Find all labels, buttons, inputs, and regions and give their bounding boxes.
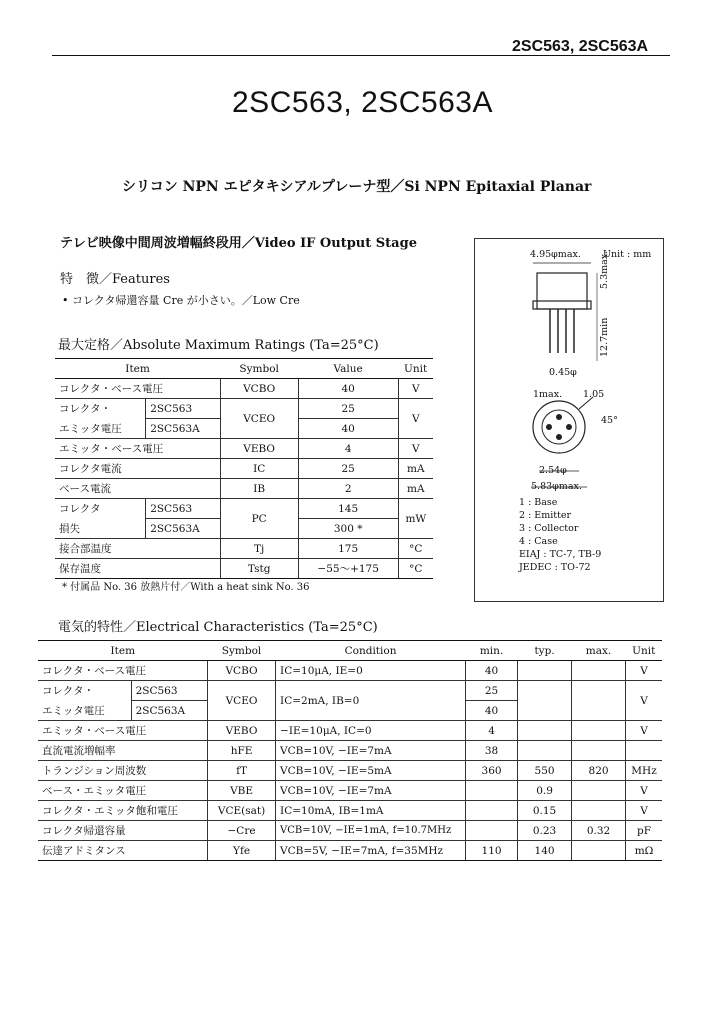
elec-table: Item Symbol Condition min. typ. max. Unit コレクタ・ベース電圧 VCBO IC=10μA, IE=0 40 V コレクタ・ 2SC563 VCEO IC=2mA, IB=0 25 V エミッタ電圧 2SC563A 40 エミッタ・ベース電圧 VEBO −IE=10μA, IC=0 4 V 直流電流増幅率 hFE VCB=10V, −IE=7mA 38 トランジション周波数 fT VCB=10V, −IE=5mA 360 550 820 MHz ベース・エミッタ電圧 VBE VCB=10V, −IE=7mA 0.9 V コレクタ・エミッタ飽和電圧 VCE(sat) IC=10mA, IB=1mA 0.15 V コレクタ帰還容量 −Cre VCB=10V, −IE=1mA, f=10.7MHz 0.23 0.32 pF 伝達アドミタンス Yfe VCB=5V, −IE=7mA, f=35MHz 110 140 mΩ [38, 640, 662, 861]
features-heading: 特 徴／Features [60, 272, 170, 287]
application: テレビ映像中間周波増幅終段用／Video IF Output Stage [60, 236, 417, 251]
table-row: コレクタ・エミッタ飽和電圧 VCE(sat) IC=10mA, IB=1mA 0.15 V [38, 801, 662, 821]
table-row: 伝達アドミタンス Yfe VCB=5V, −IE=7mA, f=35MHz 110 140 mΩ [38, 841, 662, 861]
dim-lead-length: 12.7min [599, 317, 610, 357]
table-row: 直流電流増幅率 hFE VCB=10V, −IE=7mA 38 [38, 741, 662, 761]
table-row: コレクタ・ 2SC563 VCEO 25 V [55, 399, 433, 419]
abs-max-heading: 最大定格／Absolute Maximum Ratings (Ta=25°C) [58, 338, 379, 353]
eiaj: EIAJ : TC-7, TB-9 [519, 549, 602, 560]
dim-1max: 1max. [533, 389, 563, 400]
dim-lead-diameter: 0.45φ [549, 367, 577, 378]
package-outline-svg [475, 239, 663, 601]
col-unit: Unit [398, 359, 433, 379]
table-row: コレクタ・ 2SC563 VCEO IC=2mA, IB=0 25 V [38, 681, 662, 701]
col-symbol: Symbol [220, 359, 298, 379]
table-row: エミッタ電圧 2SC563A 40 [38, 701, 662, 721]
dim-45deg: 45° [601, 415, 618, 426]
table-row: 接合部温度 Tj 175 °C [55, 539, 433, 559]
table-row: コレクタ電流 IC 25 mA [55, 459, 433, 479]
table-row: コレクタ 2SC563 PC 145 mW [55, 499, 433, 519]
dim-254: 2.54φ [539, 465, 567, 476]
page-title: 2SC563, 2SC563A [232, 86, 494, 119]
pin-2: 2 : Emitter [519, 510, 572, 521]
header-part-code: 2SC563, 2SC563A [512, 38, 649, 55]
table-row: コレクタ・ベース電圧 VCBO 40 V [55, 379, 433, 399]
table-row: ベース・エミッタ電圧 VBE VCB=10V, −IE=7mA 0.9 V [38, 781, 662, 801]
jedec: JEDEC : TO-72 [519, 562, 591, 573]
pin-1: 1 : Base [519, 497, 558, 508]
dim-height: 5.3max. [599, 250, 610, 289]
dim-583: 5.83φmax. [531, 481, 582, 492]
table-row: エミッタ・ベース電圧 VEBO −IE=10μA, IC=0 4 V [38, 721, 662, 741]
package-drawing [474, 238, 664, 602]
table-row: コレクタ帰還容量 −Cre VCB=10V, −IE=1mA, f=10.7MHz 0.23 0.32 pF [38, 821, 662, 841]
abs-max-table [55, 358, 433, 579]
col-item: Item [55, 359, 220, 379]
elec-heading: 電気的特性／Electrical Characteristics (Ta=25°C) [58, 620, 378, 635]
table-row: 損失 2SC563A 300 * [55, 519, 433, 539]
pin-4: 4 : Case [519, 536, 558, 547]
table-row: コレクタ・ベース電圧 VCBO IC=10μA, IE=0 40 V [38, 661, 662, 681]
subtitle: シリコン NPN エピタキシアルプレーナ型／Si NPN Epitaxial Planar [122, 179, 592, 195]
dim-diameter: 4.95φmax. [530, 249, 581, 260]
col-value: Value [298, 359, 398, 379]
pin-3: 3 : Collector [519, 523, 579, 534]
table-row: 保存温度 Tstg −55～+175 °C [55, 559, 433, 579]
table-row: トランジション周波数 fT VCB=10V, −IE=5mA 360 550 820 MHz [38, 761, 662, 781]
table-row: エミッタ電圧 2SC563A 40 [55, 419, 433, 439]
table-row: エミッタ・ベース電圧 VEBO 4 V [55, 439, 433, 459]
unit-label: Unit : mm [603, 249, 652, 260]
table-row: ベース電流 IB 2 mA [55, 479, 433, 499]
abs-max-note: * 付属品 No. 36 放熱片付／With a heat sink No. 36 [62, 582, 310, 593]
features-bullet: • コレクタ帰還容量 Cre が小さい。／Low Cre [62, 294, 300, 307]
dim-105: 1.05 [583, 389, 605, 400]
